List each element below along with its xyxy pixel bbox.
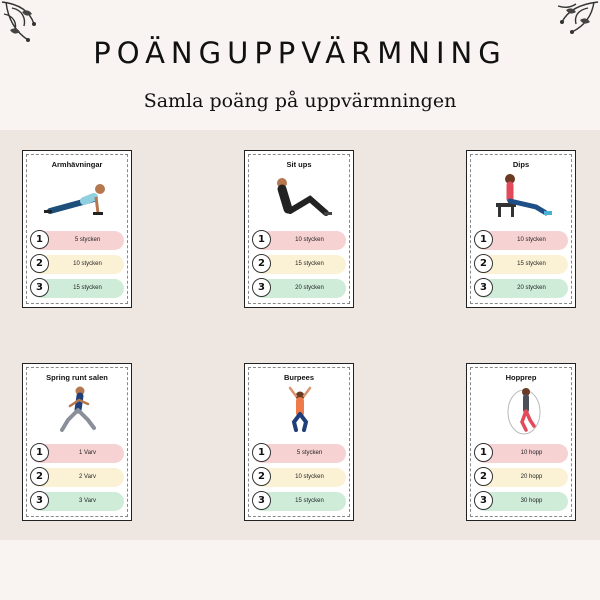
level-number: 3 — [474, 278, 493, 297]
level-row — [475, 255, 568, 274]
level-text: 20 stycken — [295, 285, 324, 291]
level-number: 3 — [30, 278, 49, 297]
exercise-card-armhavningar — [22, 150, 132, 308]
card-title: Burpees — [283, 373, 314, 382]
level-row — [475, 231, 568, 250]
level-text: 2 Varv — [79, 474, 96, 480]
level-number: 1 — [474, 443, 493, 462]
level-text: 15 stycken — [295, 261, 324, 267]
level-number: 1 — [252, 230, 271, 249]
level-number: 2 — [252, 467, 271, 486]
level-number: 2 — [474, 254, 493, 273]
level-number: 3 — [474, 491, 493, 510]
header — [0, 0, 600, 130]
level-row — [31, 444, 124, 463]
level-row — [253, 492, 346, 511]
page-title: POÄNGUPPVÄRMNING — [93, 36, 507, 70]
level-text: 15 stycken — [517, 261, 546, 267]
level-text: 10 stycken — [517, 237, 546, 243]
level-row — [253, 279, 346, 298]
level-row — [475, 468, 568, 487]
card-title: Hopprep — [505, 373, 537, 382]
situp-person-icon — [260, 173, 340, 223]
level-number: 1 — [252, 443, 271, 462]
exercise-card-spring-runt-salen — [22, 363, 132, 521]
level-text: 10 stycken — [73, 261, 102, 267]
level-text: 10 stycken — [295, 474, 324, 480]
running-person-icon — [38, 386, 118, 436]
card-title: Spring runt salen — [46, 373, 108, 382]
level-number: 2 — [474, 467, 493, 486]
exercise-card-hopprep — [466, 363, 576, 521]
level-text: 20 hopp — [520, 474, 543, 480]
level-text: 5 stycken — [74, 237, 101, 243]
exercise-card-sit-ups — [244, 150, 354, 308]
level-row — [253, 468, 346, 487]
level-row — [31, 255, 124, 274]
level-text: 20 stycken — [517, 285, 546, 291]
level-number: 1 — [30, 443, 49, 462]
level-number: 3 — [252, 491, 271, 510]
level-row — [253, 444, 346, 463]
level-number: 1 — [30, 230, 49, 249]
level-row — [253, 255, 346, 274]
card-title: Sit ups — [286, 160, 312, 169]
level-number: 2 — [30, 254, 49, 273]
level-text: 3 Varv — [79, 498, 96, 504]
page-subtitle: Samla poäng på uppvärmningen — [143, 90, 457, 112]
dips-person-icon — [482, 173, 562, 223]
level-number: 3 — [30, 491, 49, 510]
level-text: 10 stycken — [295, 237, 324, 243]
level-text: 10 hopp — [520, 450, 543, 456]
level-text: 1 Varv — [79, 450, 96, 456]
level-row — [475, 279, 568, 298]
level-row — [253, 231, 346, 250]
jumprope-person-icon — [482, 386, 562, 436]
level-row — [31, 468, 124, 487]
footer-area — [0, 540, 600, 600]
exercise-card-burpees — [244, 363, 354, 521]
pushup-person-icon — [38, 173, 118, 223]
level-row — [31, 231, 124, 250]
burpee-person-icon — [260, 386, 340, 436]
level-text: 15 stycken — [295, 498, 324, 504]
level-number: 1 — [474, 230, 493, 249]
level-row — [475, 444, 568, 463]
level-row — [31, 279, 124, 298]
level-text: 5 stycken — [296, 450, 323, 456]
card-title: Dips — [512, 160, 530, 169]
level-number: 2 — [30, 467, 49, 486]
level-text: 15 stycken — [73, 285, 102, 291]
level-number: 3 — [252, 278, 271, 297]
exercise-card-dips — [466, 150, 576, 308]
level-row — [31, 492, 124, 511]
level-number: 2 — [252, 254, 271, 273]
card-title: Armhävningar — [51, 160, 103, 169]
level-row — [475, 492, 568, 511]
level-text: 30 hopp — [520, 498, 543, 504]
